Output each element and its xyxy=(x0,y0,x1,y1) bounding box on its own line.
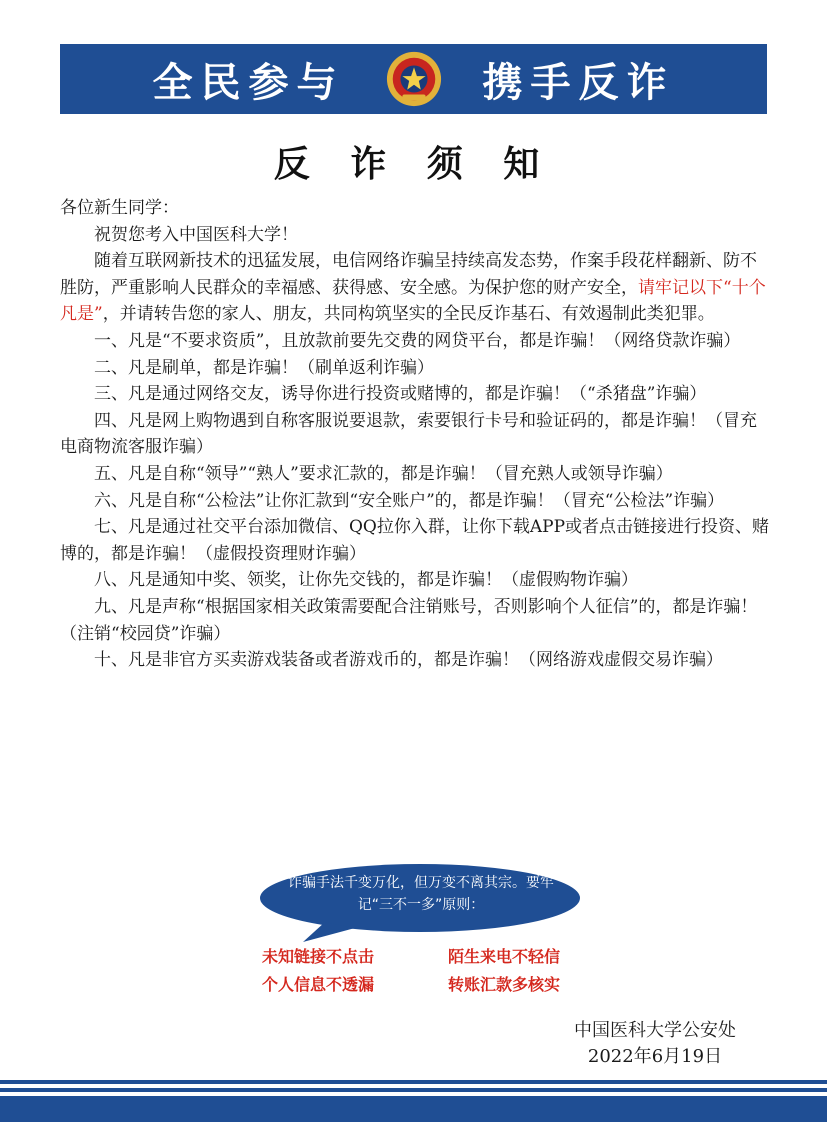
signature-block xyxy=(540,1018,770,1070)
header-banner xyxy=(60,44,767,114)
rule-unknown-links: 未知链接不点击 xyxy=(262,947,375,966)
three-no-one-more-rules xyxy=(262,945,592,997)
rule-item-9: 九、凡是声称“根据国家相关政策需要配合注销账号，否则影响个人征信”的，都是诈骗！（注销“校园贷”诈骗） xyxy=(60,596,758,644)
rule-strange-calls: 陌生来电不轻信 xyxy=(448,947,561,966)
intro-highlight: 请牢记以下“十个凡是” xyxy=(60,277,766,325)
rule-personal-info: 个人信息不透漏 xyxy=(262,975,375,994)
rule-item-10: 十、凡是非官方买卖游戏装备或者游戏币的，都是诈骗！（网络游戏虚假交易诈骗） xyxy=(94,650,723,671)
police-emblem-icon xyxy=(385,50,443,108)
page-title: 反 诈 须 知 xyxy=(273,143,554,185)
rule-item-1: 一、凡是“不要求资质”，且放款前要先交费的网贷平台，都是诈骗！（网络贷款诈骗） xyxy=(94,330,741,351)
footer-stripes xyxy=(0,1080,827,1122)
greeting: 各位新生同学： xyxy=(60,198,179,218)
rule-item-3: 三、凡是通过网络交友，诱导你进行投资或赌博的，都是诈骗！（“杀猪盘”诈骗） xyxy=(94,384,707,405)
signature-org: 中国医科大学公安处 xyxy=(574,1020,736,1041)
banner-left-text: 全民参与 xyxy=(152,59,345,106)
intro-before: 随着互联网新技术的迅猛发展，电信网络诈骗呈持续高发态势，作案手段花样翻新、防不胜防，严重影响人民群众的幸福感、获得感、安全感。为保护您的财产安全， xyxy=(60,251,757,298)
rule-item-4: 四、凡是网上购物遇到自称客服说要退款，索要银行卡号和验证码的，都是诈骗！（冒充电商物流客服诈骗） xyxy=(60,410,757,458)
bubble-text: 诈骗手法千变万化，但万变不离其宗。要牢记“三不一多”原则： xyxy=(288,875,554,913)
footer-stripe-thin xyxy=(0,1088,827,1092)
footer-stripe-thick xyxy=(0,1096,827,1122)
rule-verify-transfers: 转账汇款多核实 xyxy=(448,975,561,994)
footer-stripe-thin xyxy=(0,1080,827,1084)
intro-paragraph xyxy=(60,248,770,328)
congrats-line: 祝贺您考入中国医科大学！ xyxy=(94,224,298,245)
rule-item-8: 八、凡是通知中奖、领奖，让你先交钱的，都是诈骗！（虚假购物诈骗） xyxy=(94,570,638,591)
banner-right-text: 携手反诈 xyxy=(482,59,675,106)
rule-item-5: 五、凡是自称“领导”“熟人”要求汇款的，都是诈骗！（冒充熟人或领导诈骗） xyxy=(94,463,673,484)
rule-item-6: 六、凡是自称“公检法”让你汇款到“安全账户”的，都是诈骗！（冒充“公检法”诈骗） xyxy=(94,490,725,511)
notice-body xyxy=(60,195,770,674)
rule-item-2: 二、凡是刷单，都是诈骗！（刷单返利诈骗） xyxy=(94,357,434,378)
intro-after: ，并请转告您的家人、朋友，共同构筑坚实的全民反诈基石、有效遏制此类犯罪。 xyxy=(102,304,715,325)
rule-item-7: 七、凡是通过社交平台添加微信、QQ拉你入群，让你下载APP或者点击链接进行投资、赌博的，都是诈骗！（虚假投资理财诈骗） xyxy=(60,517,770,564)
signature-date: 2022年6月19日 xyxy=(587,1046,723,1067)
